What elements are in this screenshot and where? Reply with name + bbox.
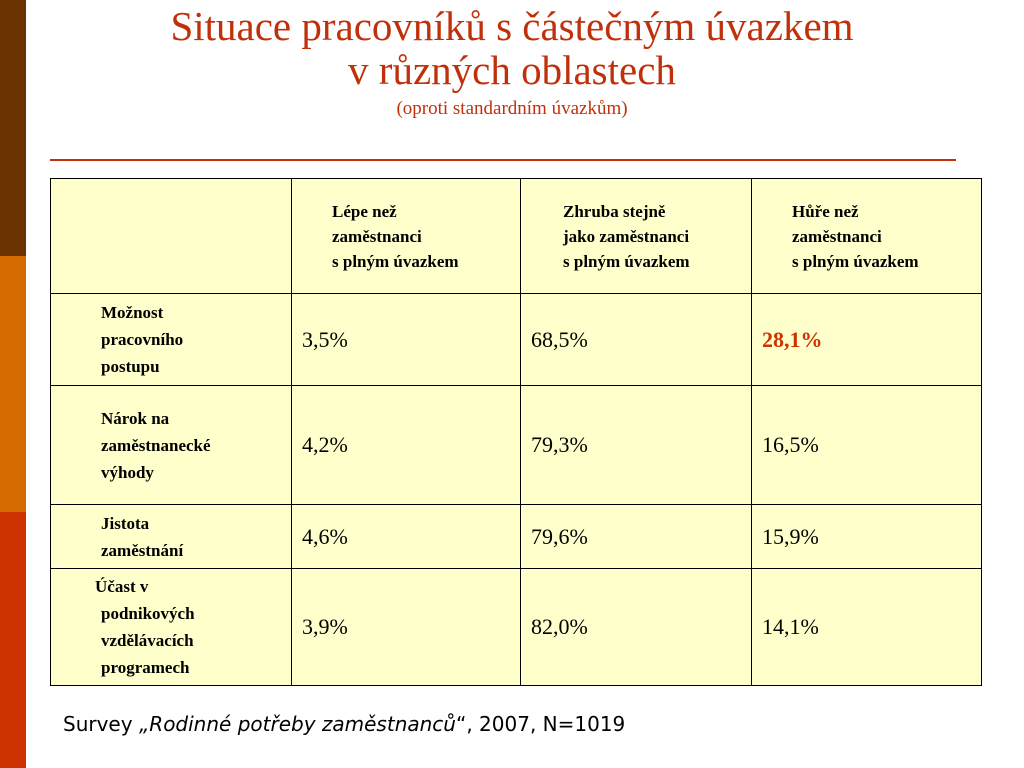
header-line: jako zaměstnanci: [563, 226, 690, 246]
header-cell-better: [292, 179, 521, 294]
row-label-line: postupu: [101, 357, 160, 376]
value-cell-highlighted: 28,1%: [752, 294, 982, 386]
value-cell: 16,5%: [752, 386, 982, 505]
source-title: „Rodinné potřeby zaměstnanců: [138, 712, 456, 736]
header-line: s plným úvazkem: [332, 251, 459, 271]
title-block: [60, 4, 964, 122]
header-line: Hůře než: [792, 201, 859, 221]
title-line-1: Situace pracovníků s částečným úvazkem: [170, 3, 854, 49]
header-line: zaměstnanci: [332, 226, 422, 246]
header-line: Zhruba stejně: [563, 201, 666, 221]
source-note: [63, 712, 625, 736]
table-row: [51, 294, 982, 386]
row-label-line: Nárok na: [101, 408, 170, 428]
row-label-line: vzdělávacích: [101, 631, 194, 650]
value-cell: 4,2%: [292, 386, 521, 505]
comparison-table: [50, 178, 982, 686]
header-empty-cell: [51, 179, 292, 294]
table-row: [51, 505, 982, 569]
row-label-line: Možnost: [101, 303, 164, 322]
row-label-line: zaměstnání: [101, 540, 184, 560]
row-label: [51, 386, 292, 505]
header-cell-worse: [752, 179, 982, 294]
value-cell: 4,6%: [292, 505, 521, 569]
table-header-row: [51, 179, 982, 294]
row-label: [51, 294, 292, 386]
value-cell: 79,3%: [521, 386, 752, 505]
row-label: [51, 569, 292, 686]
side-bar-red: [0, 512, 26, 768]
subtitle: (oproti standardním úvazkům): [396, 98, 628, 119]
row-label-line: Jistota: [101, 513, 150, 533]
value-cell: 3,9%: [292, 569, 521, 686]
row-label-line: programech: [101, 658, 190, 677]
header-line: s plným úvazkem: [563, 251, 690, 271]
header-line: Lépe než: [332, 201, 397, 221]
title-rule: [50, 159, 956, 161]
title-line-2: v různých oblastech: [348, 47, 676, 93]
side-bar-dark: [0, 0, 26, 256]
row-label-line: Účast v: [95, 577, 149, 596]
value-cell: 15,9%: [752, 505, 982, 569]
value-cell: 68,5%: [521, 294, 752, 386]
row-label: [51, 505, 292, 569]
table-row: [51, 386, 982, 505]
row-label-line: pracovního: [101, 330, 184, 349]
header-line: s plným úvazkem: [792, 251, 919, 271]
value-cell: 82,0%: [521, 569, 752, 686]
value-cell: 3,5%: [292, 294, 521, 386]
row-label-line: zaměstnanecké: [101, 435, 211, 455]
header-cell-same: [521, 179, 752, 294]
value-cell: 14,1%: [752, 569, 982, 686]
table-row: [51, 569, 982, 686]
side-bar-orange: [0, 256, 26, 512]
source-prefix: Survey: [63, 712, 139, 736]
source-suffix: “, 2007, N=1019: [455, 712, 626, 736]
row-label-line: výhody: [101, 462, 154, 482]
header-line: zaměstnanci: [792, 226, 882, 246]
value-cell: 79,6%: [521, 505, 752, 569]
row-label-line: podnikových: [101, 604, 195, 623]
